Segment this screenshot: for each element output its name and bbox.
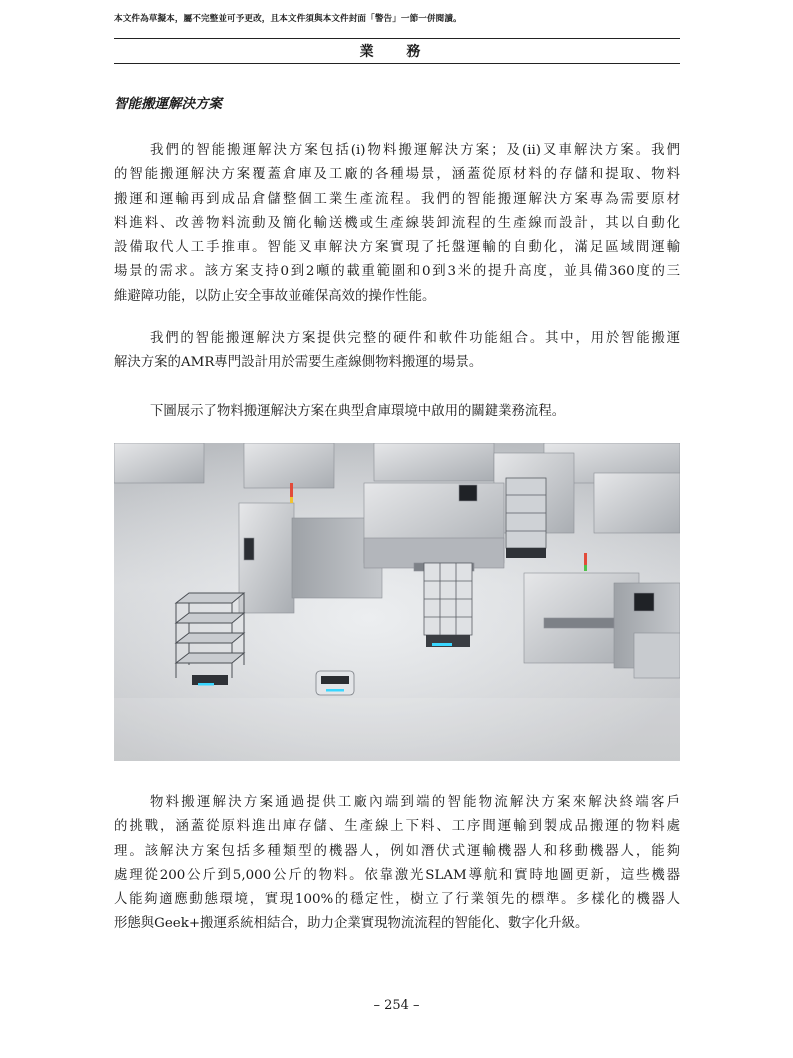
paragraph-line: 人能夠適應動態環境，實現100%的穩定性，樹立了行業領先的標準。多樣化的機器人 <box>114 892 680 908</box>
paragraph-line: 物料搬運解決方案通過提供工廠內端到端的智能物流解決方案來解決終端客戶 <box>150 795 680 810</box>
draft-notice: 本文件為草擬本，屬不完整並可予更改，且本文件須與本文件封面「警告」一節一併閱讀。 <box>114 14 462 24</box>
paragraph-line: 料進料、改善物料流動及簡化輸送機或生產線裝卸流程的生產線而設計，其以自動化 <box>114 215 680 231</box>
paragraph-line: 場景的需求。該方案支持0到2噸的載重範圍和0到3米的提升高度，並具備360度的三 <box>114 264 680 280</box>
paragraph-line: 我們的智能搬運解決方案包括(i)物料搬運解決方案；及(ii)叉車解決方案。我們 <box>150 143 680 158</box>
page-number: – 254 – <box>373 998 420 1013</box>
paragraph-line: 理。該解決方案包括多種類型的機器人，例如潛伏式運輸機器人和移動機器人，能夠 <box>114 843 680 859</box>
paragraph-line: 的挑戰，涵蓋從原料進出庫存儲、生產線上下料、工序間運輸到製成品搬運的物料處 <box>114 819 680 835</box>
paragraph-1 <box>114 139 680 309</box>
subheading: 智能搬運解決方案 <box>114 96 222 112</box>
paragraph-line: 解決方案的AMR專門設計用於需要生產線側物料搬運的場景。 <box>114 355 483 371</box>
paragraph-line: 搬運和運輸再到成品倉儲整個工業生產流程。我們的智能搬運解決方案專為需要原材 <box>114 191 680 207</box>
header-rule-top <box>114 38 680 39</box>
paragraph-line: 設備取代人工手推車。智能叉車解決方案實現了托盤運輸的自動化，滿足區域間運輸 <box>114 240 680 256</box>
section-title: 業 務 <box>359 44 435 60</box>
paragraph-line: 形態與Geek+搬運系統相結合，助力企業實現物流流程的智能化、數字化升級。 <box>114 916 589 932</box>
paragraph-line: 處理從200公斤到5,000公斤的物料。依靠激光SLAM導航和實時地圖更新，這些機器 <box>114 867 680 883</box>
paragraph-line: 維避障功能，以防止安全事故並確保高效的操作性能。 <box>114 288 436 304</box>
paragraph-line: 下圖展示了物料搬運解決方案在典型倉庫環境中啟用的關鍵業務流程。 <box>150 404 566 419</box>
paragraph-4 <box>114 791 680 937</box>
paragraph-line: 的智能搬運解決方案覆蓋倉庫及工廠的各種場景，涵蓋從原材料的存儲和提取、物料 <box>114 167 680 183</box>
paragraph-2 <box>114 327 680 376</box>
paragraph-3 <box>114 400 680 424</box>
header-rule-bottom <box>114 63 680 64</box>
paragraph-line: 我們的智能搬運解決方案提供完整的硬件和軟件功能組合。其中，用於智能搬運 <box>150 331 680 346</box>
warehouse-robots-illustration <box>114 443 680 761</box>
